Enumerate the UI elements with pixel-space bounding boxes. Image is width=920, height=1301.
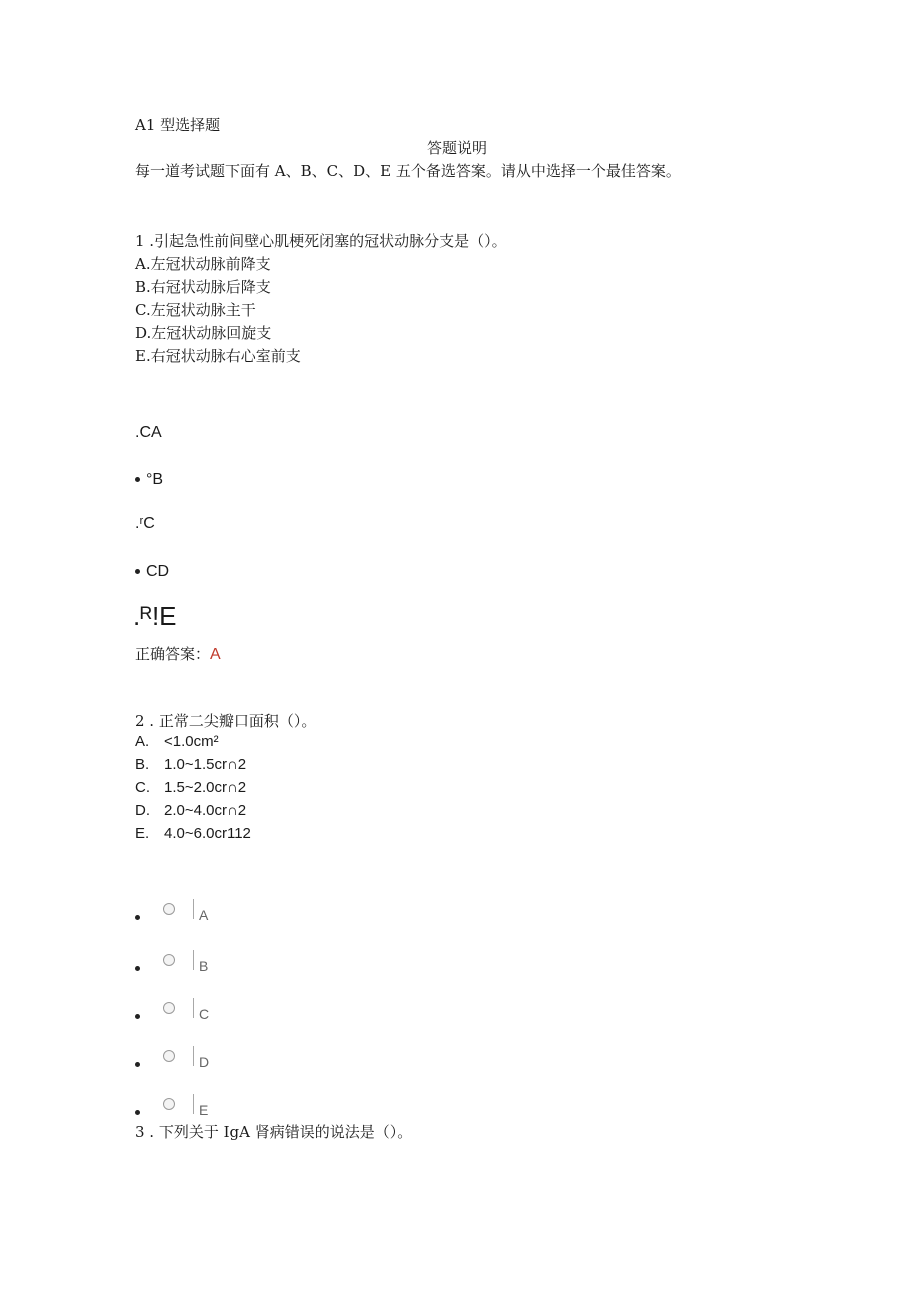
question-1-option-a: A.左冠状动脉前降支 bbox=[135, 255, 271, 273]
radio-button-icon[interactable] bbox=[163, 954, 175, 966]
bullet-icon bbox=[135, 1062, 140, 1067]
q2-radio-item-a[interactable] bbox=[135, 897, 255, 931]
divider bbox=[193, 998, 194, 1018]
radio-label: A bbox=[199, 907, 209, 923]
q2-radio-item-c[interactable] bbox=[135, 996, 255, 1030]
divider bbox=[193, 1046, 194, 1066]
bullet-icon bbox=[135, 569, 140, 574]
q1-choice-c[interactable]: .ʳC bbox=[135, 515, 155, 532]
question-2-option-e: E. 4.0~6.0cr112 bbox=[135, 825, 251, 842]
correct-answer-label: 正确答案： bbox=[135, 645, 211, 663]
question-2-option-d: D. 2.0~4.0cr∩2 bbox=[135, 802, 247, 819]
radio-button-icon[interactable] bbox=[163, 1098, 175, 1110]
divider bbox=[193, 1094, 194, 1114]
section-title: A1 型选择题 bbox=[135, 116, 221, 134]
bullet-icon bbox=[135, 1110, 140, 1115]
q1-choice-e[interactable]: .ᴿ!E bbox=[133, 601, 177, 631]
radio-label: E bbox=[199, 1102, 209, 1118]
radio-label: D bbox=[199, 1054, 210, 1070]
question-2-option-c: C. 1.5~2.0cr∩2 bbox=[135, 779, 247, 796]
bullet-icon bbox=[135, 477, 140, 482]
question-1-option-e: E.右冠状动脉右心室前支 bbox=[135, 347, 301, 365]
q2-radio-item-b[interactable] bbox=[135, 948, 255, 982]
question-1-option-c: C.左冠状动脉主干 bbox=[135, 301, 256, 319]
radio-button-icon[interactable] bbox=[163, 1050, 175, 1062]
q1-choice-b[interactable]: °B bbox=[135, 471, 163, 489]
question-2-option-a: A. <1.0cm² bbox=[135, 733, 219, 750]
radio-label: C bbox=[199, 1006, 210, 1022]
instructions-heading: 答题说明 bbox=[427, 139, 488, 157]
q1-choice-d[interactable]: CD bbox=[135, 563, 169, 581]
question-3-stem: 3 . 下列关于 IgA 肾病错误的说法是（）。 bbox=[135, 1123, 413, 1141]
question-2-stem: 2 . 正常二尖瓣口面积（）。 bbox=[135, 712, 317, 730]
radio-label: B bbox=[199, 958, 209, 974]
bullet-icon bbox=[135, 966, 140, 971]
q2-radio-item-d[interactable] bbox=[135, 1044, 255, 1078]
question-1-option-d: D.左冠状动脉回旋支 bbox=[135, 324, 272, 342]
bullet-icon bbox=[135, 915, 140, 920]
q1-choice-a[interactable]: .CA bbox=[135, 424, 162, 441]
correct-answer bbox=[135, 643, 221, 664]
divider bbox=[193, 899, 194, 919]
question-1-option-b: B.右冠状动脉后降支 bbox=[135, 278, 271, 296]
radio-button-icon[interactable] bbox=[163, 1002, 175, 1014]
instructions-text: 每一道考试题下面有 A、B、C、D、E 五个备选答案。请从中选择一个最佳答案。 bbox=[135, 162, 681, 180]
divider bbox=[193, 950, 194, 970]
question-1-stem: 1 .引起急性前间壁心肌梗死闭塞的冠状动脉分支是（）。 bbox=[135, 232, 507, 250]
radio-button-icon[interactable] bbox=[163, 903, 175, 915]
bullet-icon bbox=[135, 1014, 140, 1019]
question-2-option-b: B. 1.0~1.5cr∩2 bbox=[135, 756, 247, 773]
correct-answer-value: A bbox=[210, 646, 221, 663]
